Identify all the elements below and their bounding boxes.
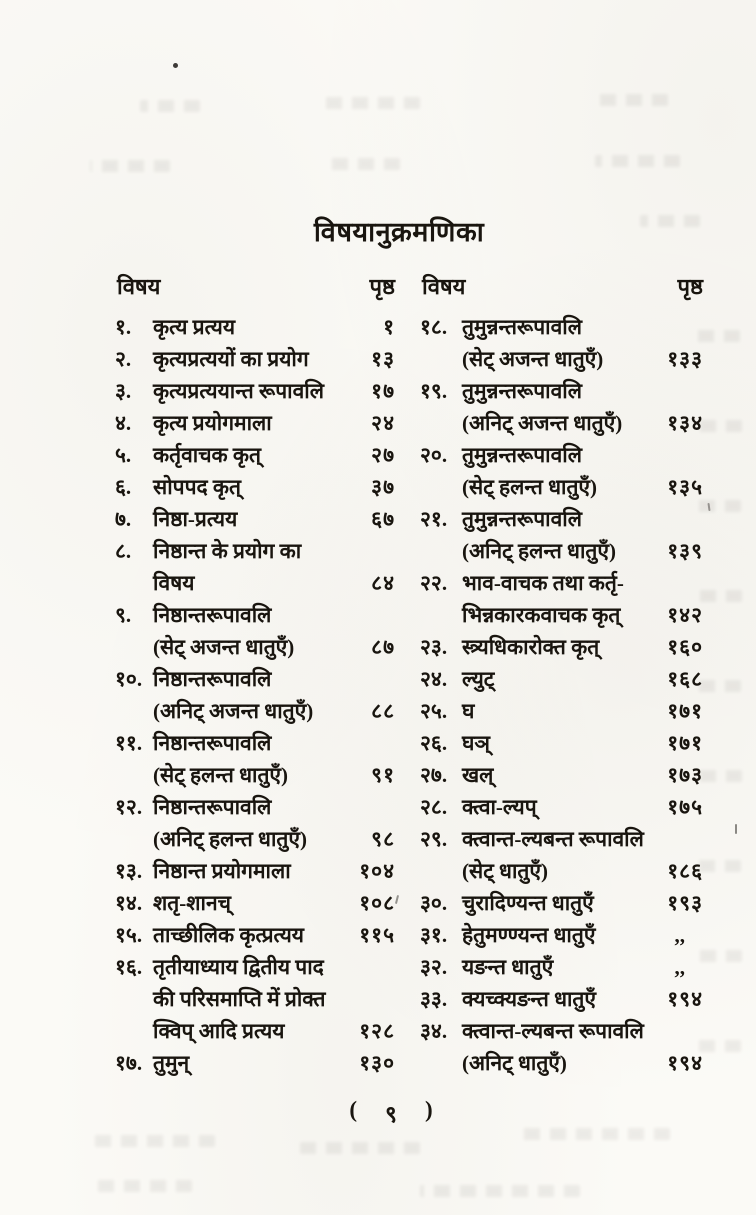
entry-title: भिन्नकारकवाचक कृत् (462, 603, 621, 627)
entry-page-number: १७१ (667, 731, 703, 755)
entry-number: ३. (115, 379, 132, 403)
entry-number: १५. (115, 923, 143, 947)
entry-title: निष्ठान्तरूपावलि (153, 731, 272, 755)
entry-page-number: १३९ (667, 539, 703, 563)
column-header-left (115, 271, 395, 301)
entry-page-ditto: ,, (674, 923, 685, 947)
toc-entry-line (420, 441, 703, 473)
entry-title: (अनिट् हलन्त धातुएँ) (462, 539, 616, 563)
toc-entry-line (115, 921, 395, 953)
entry-title: तुमुन्नन्तरूपावलि (462, 507, 582, 531)
entry-page-number: १८६ (667, 859, 703, 883)
toc-entry-line (420, 377, 703, 409)
entry-title: शतृ-शानच् (153, 891, 231, 915)
entry-title: विषय (153, 571, 195, 595)
page-header: पृष्ठ (369, 274, 395, 299)
entry-title: (सेट् अजन्त धातुएँ) (153, 635, 295, 659)
entry-title: (अनिट् धातुएँ) (462, 1051, 567, 1075)
bleedthrough-smudge (697, 500, 741, 512)
entry-title: तृतीयाध्याय द्वितीय पाद (153, 955, 324, 979)
toc-columns (115, 271, 703, 1081)
entry-number: ७. (115, 507, 132, 531)
entry-page-number: १४२ (667, 603, 703, 627)
entry-page-number: ११५ (359, 923, 395, 947)
entry-page-number: १७५ (667, 795, 703, 819)
entry-number: १२. (115, 795, 143, 819)
entry-page-number: १९३ (667, 891, 703, 915)
toc-entry-line (115, 665, 395, 697)
toc-entry-line (420, 569, 703, 601)
entry-title: की परिसमाप्ति में प्रोक्त (153, 987, 326, 1011)
entry-title: निष्ठान्त प्रयोगमाला (153, 859, 291, 883)
toc-entry-line (115, 889, 395, 921)
toc-entry-line (420, 505, 703, 537)
entry-title: चुरादिण्यन्त धातुएँ (462, 891, 594, 915)
entry-title: तुमुन्नन्तरूपावलि (462, 379, 582, 403)
toc-entry-line (115, 377, 395, 409)
entry-number: २५. (420, 699, 448, 723)
subject-header: विषय (117, 274, 161, 299)
entry-page-number: १०४ (359, 859, 395, 883)
toc-entry-line (420, 1049, 703, 1081)
toc-entry-line (420, 537, 703, 569)
entry-title: निष्ठान्त के प्रयोग का (153, 539, 302, 563)
entry-title: घञ् (462, 731, 490, 755)
entry-page-number: ९८ (371, 827, 395, 851)
toc-entry-line (420, 825, 703, 857)
entry-number: ३२. (420, 955, 448, 979)
entry-number: २१. (420, 507, 448, 531)
toc-entry-line (115, 793, 395, 825)
entry-page-number: १३५ (667, 475, 703, 499)
entry-title: सोपपद कृत् (153, 475, 241, 499)
entry-number: २७. (420, 763, 448, 787)
toc-entry-line (420, 601, 703, 633)
entry-page-number: २७ (371, 443, 395, 467)
entry-title: कर्तृवाचक कृत् (153, 443, 262, 467)
entry-title: हेतुमण्ण्यन्त धातुएँ (462, 923, 596, 947)
entry-number: ३३. (420, 987, 448, 1011)
entry-number: १६. (115, 955, 143, 979)
entry-title: भाव-वाचक तथा कर्तृ- (462, 571, 624, 595)
entry-number: १३. (115, 859, 143, 883)
entry-number: २३. (420, 635, 448, 659)
entry-title: खल् (462, 763, 494, 787)
entry-page-number: ९१ (371, 763, 395, 787)
entry-number: २. (115, 347, 132, 371)
subject-header: विषय (422, 274, 466, 299)
toc-entry-line (115, 569, 395, 601)
toc-entry-line (115, 345, 395, 377)
toc-entry-line (115, 505, 395, 537)
toc-entry-line (115, 761, 395, 793)
toc-entry-line (420, 921, 703, 953)
toc-entry-line (420, 665, 703, 697)
entry-page-number: ८७ (371, 635, 395, 659)
entry-page-number: १३० (359, 1051, 395, 1075)
entry-title: ताच्छीलिक कृत्प्रत्यय (153, 923, 304, 947)
entry-page-number: १९४ (667, 987, 703, 1011)
entry-number: २२. (420, 571, 448, 595)
entry-title: कृत्यप्रत्ययों का प्रयोग (153, 347, 309, 371)
entry-number: १४. (115, 891, 143, 915)
toc-content (115, 0, 703, 1129)
entry-page-number: १६८ (667, 667, 703, 691)
folio-number: ९ (385, 1102, 397, 1127)
entry-number: १०. (115, 667, 143, 691)
entry-title: (सेट् हलन्त धातुएँ) (153, 763, 289, 787)
toc-entry-line (115, 857, 395, 889)
entry-page-number: १९४ (667, 1051, 703, 1075)
entry-title: (अनिट् अजन्त धातुएँ) (153, 699, 314, 723)
entry-number: ९. (115, 603, 132, 627)
toc-entry-line (420, 857, 703, 889)
ink-speck (735, 824, 737, 834)
entry-number: १७. (115, 1051, 143, 1075)
toc-column-left (115, 271, 395, 1081)
entry-number: ५. (115, 443, 132, 467)
bleedthrough-smudge (300, 1142, 420, 1154)
toc-entry-line (420, 409, 703, 441)
toc-entry-line (420, 793, 703, 825)
entry-number: २४. (420, 667, 448, 691)
toc-entry-line (115, 1017, 395, 1049)
toc-entry-line (115, 729, 395, 761)
toc-entry-line (420, 313, 703, 345)
bleedthrough-smudge (520, 1128, 670, 1140)
entry-title: क्यच्क्यङन्त धातुएँ (462, 987, 597, 1011)
toc-entry-line (115, 633, 395, 665)
toc-entry-line (115, 537, 395, 569)
toc-entry-line (420, 345, 703, 377)
entry-page-number: १२८ (359, 1019, 395, 1043)
entry-title: क्त्वा-ल्यप् (462, 795, 537, 819)
toc-entry-line (420, 633, 703, 665)
entry-number: २८. (420, 795, 448, 819)
entry-title: तुमुन्नन्तरूपावलि (462, 443, 582, 467)
column-header-right (420, 271, 703, 301)
entry-number: ३४. (420, 1019, 448, 1043)
entry-title: निष्ठान्तरूपावलि (153, 667, 272, 691)
entry-title: (सेट् धातुएँ) (462, 859, 548, 883)
entry-number: ८. (115, 539, 132, 563)
entry-title: कृत्य प्रत्यय (153, 315, 236, 339)
entry-page-number: १३ (371, 347, 395, 371)
toc-entry-line (420, 953, 703, 985)
toc-entry-line (115, 601, 395, 633)
entry-title: (सेट् अजन्त धातुएँ) (462, 347, 604, 371)
entry-page-number: १ (383, 315, 395, 339)
entry-title: क्त्वान्त-ल्यबन्त रूपावलि (462, 1019, 644, 1043)
toc-entry-line (420, 729, 703, 761)
toc-entry-line (115, 409, 395, 441)
entry-page-number: ८४ (371, 571, 395, 595)
toc-entry-line (115, 473, 395, 505)
entry-number: १८. (420, 315, 448, 339)
toc-rows-left (115, 313, 395, 1081)
entry-number: १९. (420, 379, 448, 403)
entry-title: ल्युट् (462, 667, 495, 691)
page-title: विषयानुक्रमणिका (313, 217, 485, 247)
entry-page-number: २४ (371, 411, 395, 435)
entry-page-number: १६० (667, 635, 703, 659)
toc-entry-line (420, 761, 703, 793)
toc-entry-line (420, 1017, 703, 1049)
page-header: पृष्ठ (677, 274, 703, 299)
toc-rows-right (420, 313, 703, 1081)
entry-title: कृत्य प्रयोगमाला (153, 411, 272, 435)
bleedthrough-smudge (420, 1185, 580, 1197)
toc-entry-line (115, 1049, 395, 1081)
entry-page-number: ८८ (371, 699, 395, 723)
close-paren: ) (424, 1097, 433, 1122)
entry-page-number: १७३ (667, 763, 703, 787)
toc-entry-line (115, 953, 395, 985)
entry-title: (अनिट् अजन्त धातुएँ) (462, 411, 623, 435)
entry-title: कृत्यप्रत्ययान्त रूपावलि (153, 379, 324, 403)
entry-title: (अनिट् हलन्त धातुएँ) (153, 827, 307, 851)
entry-number: २६. (420, 731, 448, 755)
entry-page-number: १०८ (359, 891, 395, 915)
entry-title: (सेट् हलन्त धातुएँ) (462, 475, 598, 499)
entry-title: स्त्र्यधिकारोक्त कृत् (462, 635, 600, 659)
entry-number: ४. (115, 411, 132, 435)
entry-number: १. (115, 315, 132, 339)
entry-number: २९. (420, 827, 448, 851)
entry-page-number: १७ (371, 379, 395, 403)
entry-page-number: १३३ (667, 347, 703, 371)
entry-title: घ (462, 699, 475, 723)
bleedthrough-smudge (85, 1135, 215, 1147)
bleedthrough-smudge (92, 1180, 192, 1192)
toc-column-right (420, 271, 703, 1081)
toc-entry-line (115, 313, 395, 345)
toc-entry-line (115, 985, 395, 1017)
toc-entry-line (115, 441, 395, 473)
entry-title: तुमुन् (153, 1051, 190, 1075)
entry-page-number: ६७ (371, 507, 395, 531)
toc-entry-line (420, 473, 703, 505)
entry-title: निष्ठान्तरूपावलि (153, 603, 272, 627)
open-paren: ( (349, 1097, 358, 1122)
entry-number: ११. (115, 731, 143, 755)
entry-title: निष्ठा-प्रत्यय (153, 507, 238, 531)
entry-number: ३१. (420, 923, 448, 947)
entry-title: यङन्त धातुएँ (462, 955, 554, 979)
entry-title: क्विप् आदि प्रत्यय (153, 1019, 285, 1043)
entry-page-number: १७१ (667, 699, 703, 723)
entry-number: २०. (420, 443, 448, 467)
entry-title: निष्ठान्तरूपावलि (153, 795, 272, 819)
toc-entry-line (115, 697, 395, 729)
entry-page-number: १३४ (667, 411, 703, 435)
entry-number: ६. (115, 475, 132, 499)
toc-entry-line (420, 889, 703, 921)
toc-entry-line (420, 697, 703, 729)
entry-number: ३०. (420, 891, 448, 915)
toc-entry-line (115, 825, 395, 857)
entry-title: क्त्वान्त-ल्यबन्त रूपावलि (462, 827, 644, 851)
folio-page-number (97, 1097, 685, 1129)
entry-page-ditto: ,, (674, 955, 685, 979)
toc-entry-line (420, 985, 703, 1017)
entry-page-number: ३७ (371, 475, 395, 499)
entry-title: तुमुन्नन्तरूपावलि (462, 315, 582, 339)
